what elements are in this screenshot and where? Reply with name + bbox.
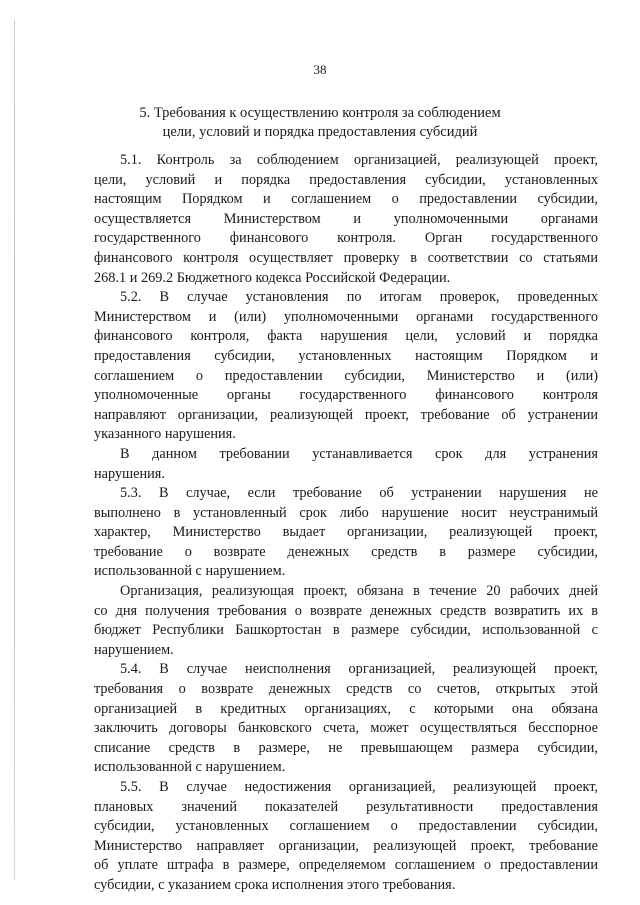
scan-edge-line [14,20,15,880]
paragraph-line: использованной с нарушением. [94,563,286,580]
paragraph-p-5-2-term [94,445,598,484]
paragraph-line: бюджет Республики Башкортостан в размере субсидии, использованной с [94,622,598,639]
paragraph-line: уполномоченные органы государственного финансового контроля [94,387,598,404]
paragraph-line: использованной с нарушением. [94,759,286,776]
paragraph-line: об уплате штрафа в размере, определяемом соглашением о предоставлении [94,857,598,874]
paragraph-line: списание средств в размере, не превышающем размера субсидии, [94,739,598,756]
paragraph-line: соглашением о предоставлении субсидии, Министерство и (или) [94,367,598,384]
paragraph-line: со дня получения требования о возврате денежных средств возвратить их в [94,602,598,619]
paragraph-line: субсидии, установленных соглашением о предоставлении субсидии, [94,818,598,835]
paragraph-line: 5.4. В случае неисполнения организацией, реализующей проект, [120,661,598,678]
paragraph-line: нарушением. [94,641,174,658]
paragraph-line: настоящим Порядком и соглашением о предоставлении субсидии, [94,191,598,208]
paragraph-line: организацией в кредитных организациях, с которыми она обязана [94,700,598,717]
paragraph-p-5-2 [94,288,598,445]
paragraph-line: Министерством и (или) уполномоченными органами государственного [94,308,598,325]
section-heading-line: цели, условий и порядка предоставления субсидий [162,124,478,140]
paragraph-p-5-3 [94,484,598,582]
paragraph-line: выполнено в установленный срок либо нарушение носит неустранимый [94,504,598,521]
section-heading [100,104,540,142]
paragraph-line: характер, Министерство выдает организации, реализующей проект, [94,524,598,541]
paragraph-line: нарушения. [94,465,165,482]
paragraph-line: государственного финансового контроля. Орган государственного [94,230,598,247]
paragraph-line: 5.2. В случае установления по итогам проверок, проведенных [120,289,598,306]
paragraph-line: цели, условий и порядка предоставления субсидии, установленных [94,171,598,188]
paragraph-line: Министерство направляет организации, реализующей проект, требование [94,837,598,854]
document-body [94,151,598,896]
paragraph-line: Организация, реализующая проект, обязана в течение 20 рабочих дней [120,583,598,600]
paragraph-line: финансового контроля, факта нарушения цели, условий и порядка [94,328,598,345]
paragraph-line: указанного нарушения. [94,426,236,443]
paragraph-line: предоставления субсидии, установленных настоящим Порядком и [94,347,598,364]
paragraph-line: финансового контроля осуществляет проверку в соответствии со статьями [94,249,598,266]
paragraph-line: осуществляется Министерством и уполномоченными органами [94,210,598,227]
paragraph-line: плановых значений показателей результативности предоставления [94,798,598,815]
paragraph-line: В данном требовании устанавливается срок для устранения [120,445,598,462]
paragraph-p-5-4 [94,660,598,778]
paragraph-line: субсидии, с указанием срока исполнения этого требования. [94,876,456,893]
paragraph-line: 268.1 и 269.2 Бюджетного кодекса Российской Федерации. [94,269,451,286]
page-number: 38 [313,62,327,77]
paragraph-line: требования о возврате денежных средств со счетов, открытых этой [94,681,598,698]
paragraph-line: 5.1. Контроль за соблюдением организацией, реализующей проект, [120,152,598,168]
paragraph-p-5-5 [94,778,598,896]
paragraph-line: 5.5. В случае недостижения организацией, реализующей проект, [120,779,598,795]
paragraph-line: требование о возврате денежных средств в размере субсидии, [94,543,598,560]
paragraph-p-5-1 [94,151,598,288]
paragraph-p-5-3-return [94,582,598,660]
paragraph-line: направляют организации, реализующей проект, требование об устранении [94,406,598,423]
paragraph-line: заключить договоры банковского счета, может осуществляться бесспорное [94,720,598,737]
paragraph-line: 5.3. В случае, если требование об устранении нарушения не [120,485,598,502]
section-heading-line: 5. Требования к осуществлению контроля за соблюдением [139,105,501,121]
